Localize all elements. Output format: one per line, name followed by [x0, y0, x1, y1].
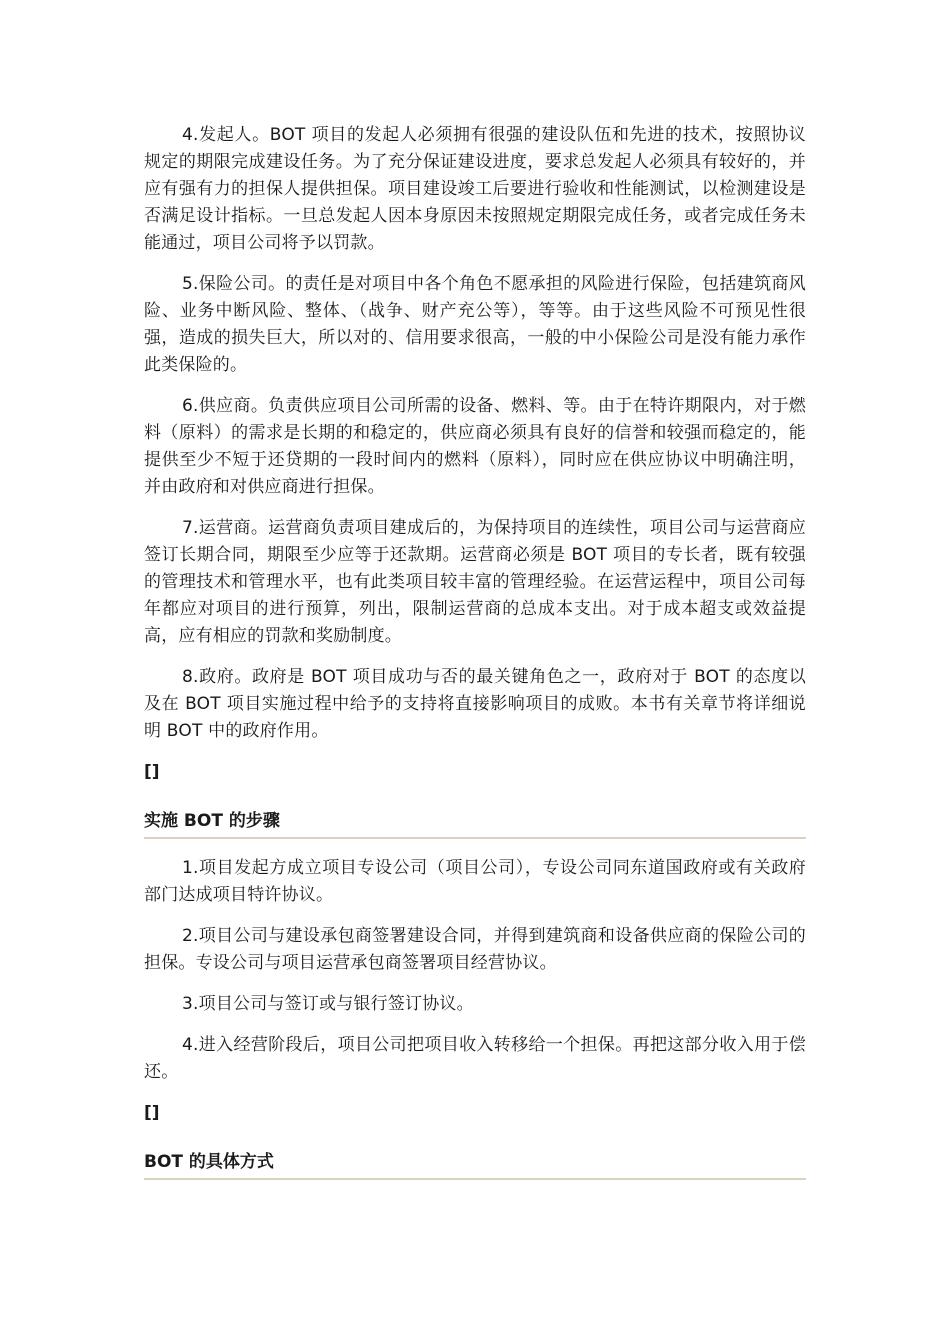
paragraph-step-1: 1.项目发起方成立项目专设公司（项目公司），专设公司同东道国政府或有关政府部门达成项目特许协议。	[144, 858, 806, 905]
paragraph-operator: 7.运营商。运营商负责项目建成后的，为保持项目的连续性，项目公司与运营商应签订长期合同，期限至少应等于还款期。运营商必须是 BOT 项目的专长者，既有较强的管理技术和管理水平，也有此类项目较丰富的管理经验。在运营运程中，项目公司每年都应对项目的进行预算，列出，限制运营商的总成本支出。对于成本超支或效益提高，应有相应的罚款和奖励制度。	[144, 518, 806, 646]
document-page	[144, 122, 806, 1196]
bracket-marker: []	[144, 1103, 160, 1123]
section-heading-bot-steps: 实施 BOT 的步骤	[144, 808, 806, 839]
paragraph-step-4: 4.进入经营阶段后，项目公司把项目收入转移给一个担保。再把这部分收入用于偿还。	[144, 1035, 806, 1082]
paragraph-sponsor: 4.发起人。BOT 项目的发起人必须拥有很强的建设队伍和先进的技术，按照协议规定的期限完成建设任务。为了充分保证建设进度，要求总发起人必须具有较好的，并应有强有力的担保人提供担保。项目建设竣工后要进行验收和性能测试，以检测建设是否满足设计指标。一旦总发起人因本身原因未按照规定期限完成任务，或者完成任务未能通过，项目公司将予以罚款。	[144, 125, 806, 253]
section-heading-bot-methods: BOT 的具体方式	[144, 1149, 806, 1180]
paragraph-supplier: 6.供应商。负责供应项目公司所需的设备、燃料、等。由于在特许期限内，对于燃料（原料）的需求是长期的和稳定的，供应商必须具有良好的信誉和较强而稳定的，能提供至少不短于还贷期的一段时间内的燃料（原料），同时应在供应协议中明确注明，并由政府和对供应商进行担保。	[144, 396, 806, 497]
paragraph-step-3: 3.项目公司与签订或与银行签订协议。	[182, 994, 474, 1014]
bracket-marker: []	[144, 762, 160, 782]
paragraph-step-2: 2.项目公司与建设承包商签署建设合同，并得到建筑商和设备供应商的保险公司的担保。专设公司与项目运营承包商签署项目经营协议。	[144, 926, 806, 973]
paragraph-insurance-company: 5.保险公司。的责任是对项目中各个角色不愿承担的风险进行保险，包括建筑商风险、业务中断风险、整体、（战争、财产充公等），等等。由于这些风险不可预见性很强，造成的损失巨大，所以对的、信用要求很高，一般的中小保险公司是没有能力承作此类保险的。	[144, 274, 806, 375]
paragraph-government: 8.政府。政府是 BOT 项目成功与否的最关键角色之一，政府对于 BOT 的态度以及在 BOT 项目实施过程中给予的支持将直接影响项目的成败。本书有关章节将详细说明 BOT 中的政府作用。	[144, 667, 806, 741]
